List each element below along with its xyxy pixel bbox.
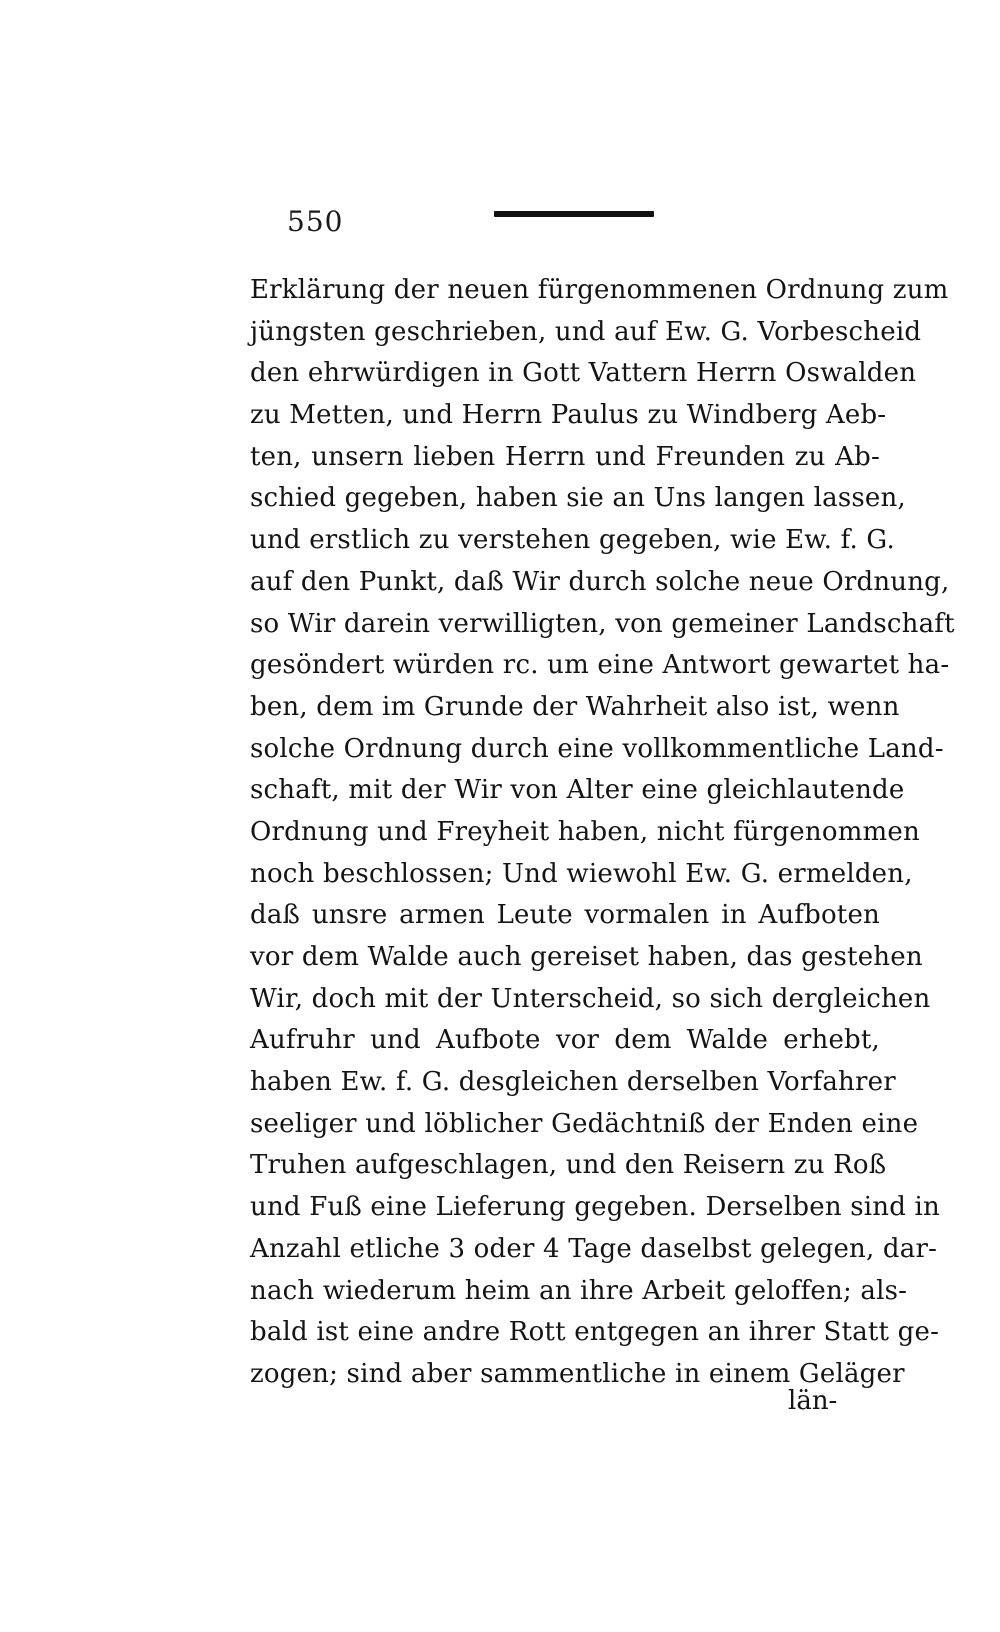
body-text [250,270,955,1396]
text-line: den ehrwürdigen in Gott Vattern Herrn Oswalden [250,358,917,389]
text-line: vor dem Walde auch gereiset haben, das gestehen [250,942,923,972]
text-line: Anzahl etliche 3 oder 4 Tage daselbst gelegen, dar- [250,1233,938,1264]
text-line: Truhen aufgeschlagen, und den Reisern zu Roß [250,1150,887,1181]
text-line: solche Ordnung durch eine vollkommentliche Land- [250,733,944,764]
text-line: jüngsten geschrieben, und auf Ew. G. Vorbescheid [250,316,922,347]
header-rule [494,211,654,217]
text-line: ben, dem im Grunde der Wahrheit also ist, wenn [250,691,900,722]
text-line: und erstlich zu verstehen gegeben, wie Ew. f. G. [250,525,895,556]
page-number: 550 [287,205,344,238]
text-line: daß unsre armen Leute vormalen in Aufboten [250,900,880,931]
text-line: auf den Punkt, daß Wir durch solche neue Ordnung, [250,566,950,597]
text-line: bald ist eine andre Rott entgegen an ihrer Statt ge- [250,1317,940,1348]
text-line: so Wir darein verwilligten, von gemeiner Landschaft [250,608,955,639]
text-line: seeliger und löblicher Gedächtniß der Enden eine [250,1108,919,1139]
text-line: Wir, doch mit der Unterscheid, so sich dergleichen [250,983,931,1014]
text-line: haben Ew. f. G. desgleichen derselben Vorfahrer [250,1067,896,1098]
catchword: län- [788,1386,838,1416]
text-line: Aufruhr und Aufbote vor dem Walde erhebt, [250,1025,880,1056]
text-line: Erklärung der neuen fürgenommenen Ordnung zum [250,275,949,305]
text-line: nach wiederum heim an ihre Arbeit geloffen; als- [250,1275,908,1306]
text-line: schaft, mit der Wir von Alter eine gleichlautende [250,775,905,806]
text-line: zu Metten, und Herrn Paulus zu Windberg Aeb- [250,400,887,431]
text-line: Ordnung und Freyheit haben, nicht fürgenommen [250,816,920,847]
text-line: zogen; sind aber sammentliche in einem Geläger [250,1358,905,1389]
text-line: ten, unsern lieben Herrn und Freunden zu Ab- [250,441,880,472]
text-line: und Fuß eine Lieferung gegeben. Derselben sind in [250,1192,941,1223]
text-line: schied gegeben, haben sie an Uns langen lassen, [250,483,906,514]
text-line: noch beschlossen; Und wiewohl Ew. G. ermelden, [250,858,913,889]
text-line: gesöndert würden rc. um eine Antwort gewartet ha- [250,650,950,681]
